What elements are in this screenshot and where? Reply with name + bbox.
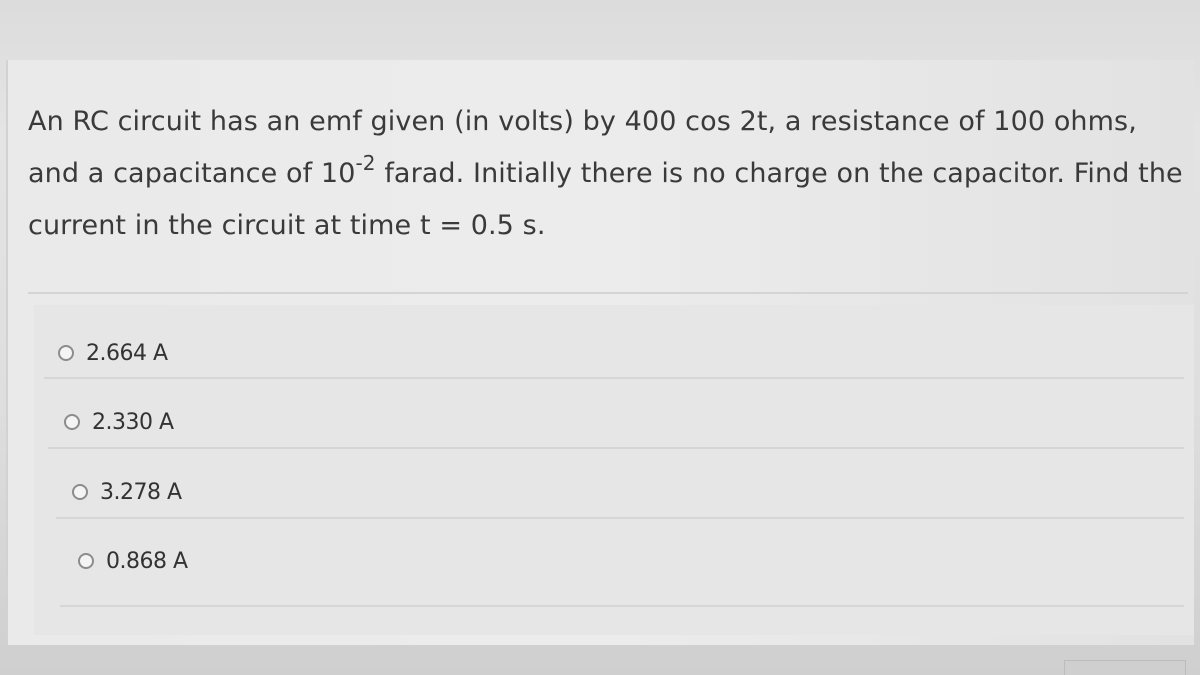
answer-options: [34, 305, 1194, 635]
partial-button[interactable]: [1064, 660, 1186, 675]
question-line-1: An RC circuit has an emf given (in volts) by 400 cos 2t, a resistance of 100 ohms,: [28, 106, 1137, 137]
question-line-2: [28, 148, 1188, 200]
question-text: [28, 96, 1188, 252]
option-2[interactable]: [64, 402, 174, 442]
radio-button[interactable]: [64, 414, 80, 430]
option-separator: [56, 517, 1184, 519]
option-1[interactable]: [58, 333, 168, 373]
question-card: [6, 60, 1194, 645]
radio-button[interactable]: [72, 484, 88, 500]
option-3[interactable]: [72, 472, 182, 512]
option-label: 0.868 A: [106, 548, 188, 574]
radio-button[interactable]: [78, 553, 94, 569]
question-line-2-suffix: farad. Initially there is no charge on the capacitor. Find the: [375, 158, 1183, 189]
exponent: -2: [355, 151, 376, 175]
question-line-2-prefix: and a capacitance of 10: [28, 158, 356, 189]
option-separator: [44, 377, 1184, 379]
radio-button[interactable]: [58, 345, 74, 361]
option-4[interactable]: [78, 541, 188, 581]
option-label: 2.330 A: [92, 409, 174, 435]
question-divider: [28, 292, 1188, 294]
option-separator: [48, 447, 1184, 449]
option-label: 2.664 A: [86, 340, 168, 366]
option-separator: [60, 605, 1184, 607]
question-line-3: current in the circuit at time t = 0.5 s.: [28, 210, 546, 241]
option-label: 3.278 A: [100, 479, 182, 505]
